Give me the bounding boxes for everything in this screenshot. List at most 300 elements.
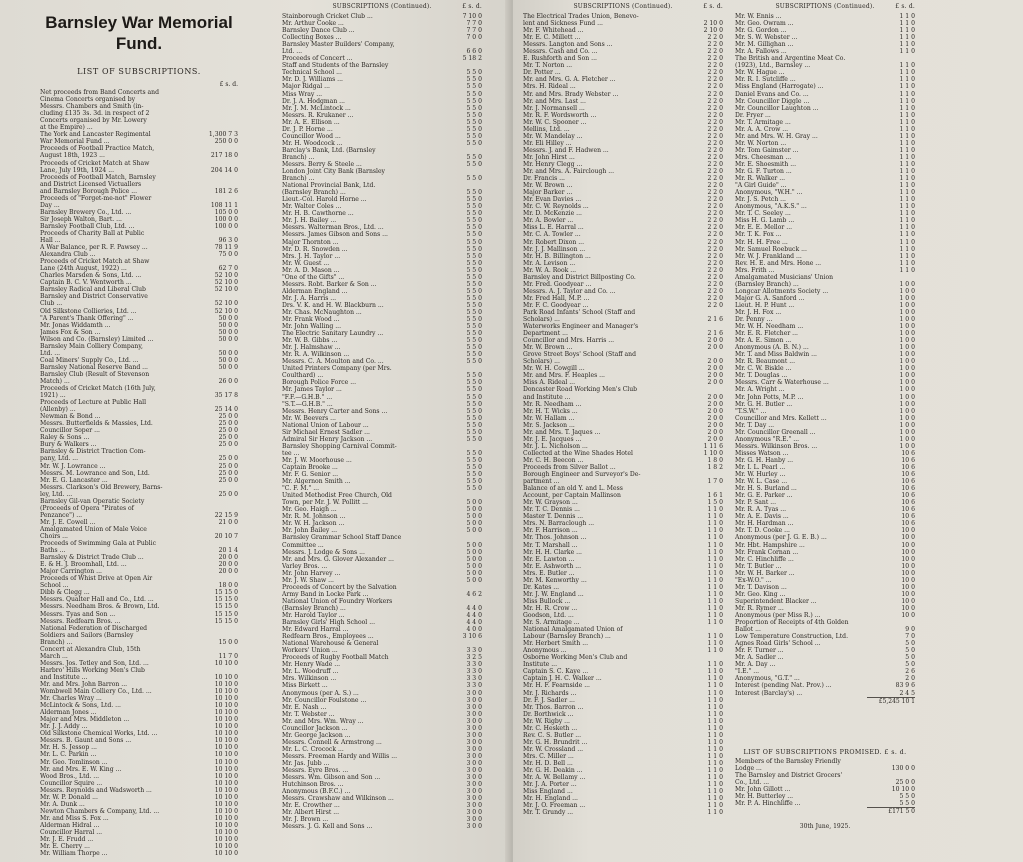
subscription-amount: 5 5 0 — [466, 421, 482, 429]
list-item — [282, 365, 482, 372]
subscription-amount: 2 1 6 — [707, 316, 723, 324]
subscriber-name: Mr. J. W. England ... — [523, 590, 584, 598]
subscriber-name: Mr. D. J. Williams ... — [282, 76, 343, 84]
subscriber-name: Messrs. Walterman Bros., Ltd. ... — [282, 224, 384, 232]
subscriber-name: Messrs. Langton and Sons ... — [523, 41, 613, 49]
subscription-amount: 5 5 0 — [466, 203, 482, 211]
list-item — [735, 408, 915, 415]
subscriber-name: Sir Michael Ernest Sadler ... — [282, 428, 370, 436]
list-item — [735, 83, 915, 90]
list-item — [40, 343, 238, 350]
subscriber-name: Mr. R. M. Johnson ... — [282, 513, 346, 521]
subscriber-name: Harbro' Hills Working Men's Club — [40, 666, 145, 674]
list-item — [735, 668, 915, 675]
subscription-amount: 4 0 0 — [466, 626, 482, 634]
subscription-amount — [208, 646, 238, 653]
subscriber-name: Messrs. Carr & Waterhouse ... — [735, 379, 829, 387]
list-item — [735, 281, 915, 288]
subscriber-name: Major and Mrs. Middleton ... — [40, 716, 130, 724]
list-item — [735, 112, 915, 119]
list-item — [40, 589, 238, 596]
subscription-amount — [452, 598, 482, 605]
list-item — [523, 485, 723, 492]
subscriber-name: Mr. and Mrs. G. A. Fletcher ... — [523, 76, 616, 84]
subscriber-name: The British and Argentine Meat Co. — [735, 55, 846, 63]
promised-total-row — [735, 808, 915, 815]
list-item — [40, 822, 238, 829]
subscription-amount: 5 5 0 — [466, 301, 482, 309]
list-item — [282, 337, 482, 344]
list-item — [282, 513, 482, 520]
subscriber-name: Redfearn Bros., Employees ... — [282, 633, 374, 641]
subscription-amount: 5 5 0 — [466, 379, 482, 387]
list-item — [40, 96, 238, 103]
list-item — [523, 711, 723, 718]
subscriber-name: Barnsley Football Club, Ltd. ... — [40, 222, 135, 230]
subscriber-name: Cinema Concerts organised by — [40, 96, 136, 104]
subscription-amount: 1 1 0 — [707, 569, 723, 577]
subscription-amount: 10 6 — [901, 485, 915, 493]
subscription-amount: 15 15 0 — [214, 610, 238, 618]
subscription-amount: 5 5 0 — [466, 337, 482, 345]
subscriber-name: Doncaster Road Working Men's Club — [523, 386, 638, 394]
subscription-amount: 1 1 0 — [707, 689, 723, 697]
list-item — [735, 231, 915, 238]
subscriber-name: Mr. H. H. Free ... — [735, 238, 788, 246]
subscriber-name: Dr. J. P. Horne ... — [282, 125, 333, 133]
subscriber-name: Mr. Geo. Tomlinson ... — [40, 758, 108, 766]
list-item — [40, 787, 238, 794]
subscription-amount: 2 0 0 — [707, 379, 723, 387]
list-item — [282, 781, 482, 788]
list-item — [523, 140, 723, 147]
subscriber-name: Mr. G. F. Turton ... — [735, 168, 792, 176]
subscriber-name: Mrs. Wilkinson ... — [282, 675, 337, 683]
list-item — [282, 563, 482, 570]
list-item — [735, 372, 915, 379]
list-item — [40, 110, 238, 117]
list-item — [735, 640, 915, 647]
subscription-amount: 1 0 0 — [899, 435, 915, 443]
list-item — [40, 611, 238, 618]
subscription-amount — [208, 526, 238, 533]
subscriber-name: Mr. H. F. Fearnside ... — [523, 682, 590, 690]
list-item — [40, 427, 238, 434]
list-item — [282, 330, 482, 337]
subscription-amount: 1 1 0 — [707, 576, 723, 584]
list-item — [282, 598, 482, 605]
list-item — [735, 154, 915, 161]
subscription-amount: 181 2 6 — [214, 187, 238, 195]
subscription-amount — [208, 448, 238, 455]
list-item — [282, 760, 482, 767]
subscriber-name: Mr. G. E. Parker ... — [735, 492, 793, 500]
subscriber-name: Barclay's Bank, Ltd. (Barnsley — [282, 146, 376, 154]
subscription-amount — [208, 498, 238, 505]
subscriber-name: Mr. F. Turner ... — [735, 647, 784, 655]
subscriber-name: partment ... — [523, 478, 560, 486]
list-item — [40, 540, 238, 547]
list-item — [523, 154, 723, 161]
list-item — [40, 773, 238, 780]
list-item — [523, 549, 723, 556]
subscriber-name: Messrs. Clarkson's Old Brewery, Barns- — [40, 483, 163, 491]
subscriber-name: Mr. E. Lawton ... — [523, 555, 575, 563]
subscriber-name: Varley Bros. ... — [282, 562, 328, 570]
subscriber-name: Major Barker ... — [523, 189, 573, 197]
subscription-amount: 3 2 5 — [466, 654, 482, 662]
list-item — [523, 182, 723, 189]
subscription-list-1 — [40, 89, 238, 857]
subscription-amount: 10 10 0 — [214, 673, 238, 681]
subscription-amount: 1 1 0 — [707, 604, 723, 612]
subscriber-name: Mr. H. Woodcock ... — [282, 139, 343, 147]
list-item — [282, 485, 482, 492]
list-item — [523, 690, 723, 697]
subscription-amount: 1,300 7 3 — [208, 131, 238, 139]
subscriber-name: Mr. Councillor Foulstone ... — [282, 696, 367, 704]
subscriber-name: 1921) ... — [40, 392, 66, 400]
subscription-amount: 5 5 0 — [466, 224, 482, 232]
subscription-amount: 2 0 0 — [707, 372, 723, 380]
subscription-amount: 1 0 0 — [899, 393, 915, 401]
subscriber-name: Dr. F. J. Sadler ... — [523, 696, 575, 704]
subscriber-name: Councillor Squire ... — [40, 779, 103, 787]
subscription-amount: 1 0 0 — [899, 442, 915, 450]
subscription-amount: 1 1 0 — [707, 724, 723, 732]
list-item — [282, 20, 482, 27]
subscription-amount: 1 1 0 — [707, 696, 723, 704]
subscription-amount: 3 0 0 — [466, 823, 482, 831]
list-item — [735, 682, 915, 689]
subscriber-name: Barnsley Dance Club ... — [282, 27, 355, 35]
subscriber-name: Mr. Charles Wray ... — [40, 695, 102, 703]
list-item — [735, 344, 915, 351]
subscription-amount: 10 10 0 — [214, 744, 238, 752]
subscriber-name: Anonymous "R.E." ... — [735, 435, 800, 443]
list-item — [523, 443, 723, 450]
subscription-amount: 50 0 0 — [218, 349, 238, 357]
subscriber-name: National Union of Labour ... — [282, 421, 369, 429]
subscription-amount: 5 5 0 — [466, 252, 482, 260]
subscriber-name: Councillor Harral ... — [40, 828, 103, 836]
subscriber-name: Miss H. G. Lamb ... — [735, 217, 795, 225]
list-item — [735, 126, 915, 133]
subscriber-name: Mr. G. H. Deakin ... — [523, 767, 583, 775]
subscription-amount: 1 1 0 — [707, 520, 723, 528]
list-item — [735, 246, 915, 253]
list-item — [282, 133, 482, 140]
subscriber-name: Proceeds of Concert ... — [282, 55, 353, 63]
list-item — [523, 62, 723, 69]
subscriber-name: Mrs. Cheesman ... — [735, 153, 792, 161]
subscriber-name: Major Carrington ... — [40, 568, 102, 576]
list-item — [523, 598, 723, 605]
list-item — [282, 690, 482, 697]
subscriber-name: Mr. P. Sant ... — [735, 499, 777, 507]
right-page — [513, 0, 1023, 862]
subscription-amount: 1 1 0 — [899, 111, 915, 119]
subscription-amount: 2 1 6 — [707, 330, 723, 338]
list-item — [40, 512, 238, 519]
list-item — [282, 246, 482, 253]
subscription-amount: 5 5 0 — [466, 449, 482, 457]
subscription-amount: 5 5 0 — [466, 210, 482, 218]
subscription-amount: 1 0 0 — [899, 344, 915, 352]
subscription-amount — [208, 575, 238, 582]
subscription-amount: 2 10 0 — [703, 20, 723, 28]
subscriber-name: Dr. Fryer ... — [735, 111, 771, 119]
subscription-amount: 5 5 0 — [466, 245, 482, 253]
subscriber-name: Old Silkstone Collieries, Ltd. ... — [40, 307, 137, 315]
subscription-amount: 1 1 0 — [707, 640, 723, 648]
list-item — [735, 267, 915, 274]
subscriber-name: Messrs. Tyas and Son ... — [40, 610, 116, 618]
list-item — [40, 371, 238, 378]
subscription-amount: 2 2 0 — [707, 203, 723, 211]
subscription-amount: 1 0 0 — [899, 421, 915, 429]
list-item — [282, 126, 482, 133]
subscription-amount — [693, 626, 723, 633]
subscriber-name: Mr. J. J. Mallinson ... — [523, 245, 586, 253]
subscriber-name: Wood Bros., Ltd. ... — [40, 772, 100, 780]
list-item — [523, 633, 723, 640]
list-item — [735, 274, 915, 281]
subscription-amount: 2 2 0 — [707, 55, 723, 63]
subscription-amount: 2 2 0 — [707, 196, 723, 204]
subscription-amount: 3 10 6 — [462, 633, 482, 641]
subscriber-name: Mr. F. Harrison ... — [523, 527, 578, 535]
subscriber-name: Mr. Samuel Roebuck ... — [735, 245, 807, 253]
subscriber-name: Collected at the Wine Shades Hotel — [523, 449, 633, 457]
list-item — [40, 195, 238, 202]
subscription-amount: 20 0 0 — [218, 554, 238, 562]
list-item — [282, 288, 482, 295]
list-item — [282, 534, 482, 541]
subscription-amount: 1 0 0 — [899, 337, 915, 345]
subscription-amount: 1 1 0 — [707, 668, 723, 676]
subscription-amount: 1 1 0 — [899, 27, 915, 35]
list-item — [523, 337, 723, 344]
list-item — [735, 62, 915, 69]
column-2-header — [282, 0, 482, 13]
list-item — [282, 619, 482, 626]
subscription-amount: 2 2 0 — [707, 153, 723, 161]
list-item — [523, 626, 723, 633]
lsd-header-2: £ s. d. — [462, 3, 482, 10]
subscriber-name: Messrs. Eyre Bros. ... — [282, 767, 349, 775]
list-item — [40, 843, 238, 850]
subscription-amount: 5 0 0 — [466, 513, 482, 521]
subscription-amount: 3 3 0 — [466, 682, 482, 690]
subscriber-name: Mr. W. H. Needham ... — [735, 323, 804, 331]
subscriber-name: "S.T.—G.H.B." ... — [282, 400, 333, 408]
subscriber-name: Mr. W. P. Donald ... — [40, 793, 98, 801]
subscription-amount: 10 0 — [901, 527, 915, 535]
subscriber-name: Mr. W. Rigby ... — [523, 717, 570, 725]
list-item — [282, 549, 482, 556]
list-item — [523, 661, 723, 668]
subscription-amount: 11 7 0 — [218, 652, 238, 660]
subscriber-name: (Barnsley Branch) ... — [282, 189, 346, 197]
list-item — [523, 760, 723, 767]
subscription-amount: 3 0 0 — [466, 696, 482, 704]
list-item — [40, 336, 238, 343]
subscriber-name: Mr. John Potts, M.P. ... — [735, 393, 804, 401]
subscriber-name: Mr. W. Hague ... — [735, 69, 785, 77]
subscription-amount: 10 10 0 — [214, 765, 238, 773]
subscriber-name: Mr. S. Jackson ... — [523, 421, 575, 429]
subscriber-name: Mr. Councillor Diggle ... — [735, 97, 810, 105]
subscriber-name: Barnsley National Reserve Band ... — [40, 363, 148, 371]
subscription-amount: 105 0 0 — [214, 208, 238, 216]
subscriber-name: (1923), Ltd., Barnsley ... — [735, 62, 811, 70]
list-item — [282, 436, 482, 443]
list-item — [282, 795, 482, 802]
subscription-amount: 5 5 0 — [466, 175, 482, 183]
subscriber-name: Mr. T. and Miss Baldwin ... — [735, 351, 817, 359]
subscription-amount: 2 2 0 — [707, 273, 723, 281]
subscriber-name: Anonymous, "G.T." ... — [735, 675, 800, 683]
list-item — [523, 260, 723, 267]
list-item — [40, 209, 238, 216]
subscription-amount: 7 7 0 — [466, 27, 482, 35]
subscriber-name: Mr. W. L. Case ... — [735, 478, 788, 486]
list-item — [735, 556, 915, 563]
list-item — [282, 605, 482, 612]
subscriber-name: Mr. and Mrs. T. Jaques ... — [523, 428, 601, 436]
subscriber-name: Mr. M. Gillighan ... — [735, 41, 794, 49]
subscriber-name: Mr. and Mrs. G. Glover Alexander ... — [282, 555, 394, 563]
subscription-amount: 5 0 — [905, 647, 915, 655]
subscription-amount: 15 0 0 — [218, 638, 238, 646]
subscription-amount: 1 0 0 — [899, 316, 915, 324]
subscription-amount: 5 5 0 — [466, 280, 482, 288]
list-item — [40, 737, 238, 744]
subscriber-name: Mr. E. C. Millett ... — [523, 34, 581, 42]
subscriber-name: Mr. and Mrs. A. Fairclough ... — [523, 168, 615, 176]
subscription-amount: 3 0 0 — [466, 802, 482, 810]
subscriber-name: Mrs. J. H. Taylor ... — [282, 252, 341, 260]
subscription-amount: 3 0 0 — [466, 724, 482, 732]
subscriber-name: Mr. Henry Clegg ... — [523, 160, 583, 168]
subscriber-name: Barnsley Master Builders' Company, — [282, 41, 395, 49]
subscription-amount: 5 0 0 — [466, 576, 482, 584]
subscription-amount: 5 5 0 — [466, 160, 482, 168]
list-item — [40, 688, 238, 695]
column-1 — [40, 0, 238, 857]
subscriber-name: Mr. John Harvey ... — [282, 569, 341, 577]
list-item — [40, 646, 238, 653]
subscription-amount: 20 0 0 — [218, 561, 238, 569]
subscription-amount: 5 5 0 — [466, 139, 482, 147]
list-item — [40, 167, 238, 174]
list-item — [735, 563, 915, 570]
subscriber-name: Rev. C. S. Butler ... — [523, 731, 582, 739]
list-item — [40, 244, 238, 251]
list-item — [282, 154, 482, 161]
list-item — [282, 161, 482, 168]
subscriber-name: Mr. and Mrs. F. Heaples ... — [523, 372, 605, 380]
list-item — [523, 274, 723, 281]
list-item — [523, 330, 723, 337]
list-item — [282, 91, 482, 98]
subscriber-name: Mr. T. Davison ... — [735, 583, 787, 591]
subscription-amount: 3 3 0 — [466, 647, 482, 655]
list-item — [523, 781, 723, 788]
subscriber-name: Mr. E. Shoesmith ... — [735, 160, 797, 168]
list-item — [523, 584, 723, 591]
subscriber-name: Major Thornton ... — [282, 238, 339, 246]
list-item — [40, 554, 238, 561]
subscriber-name: Proceeds of Charity Ball at Public — [40, 229, 145, 237]
list-item — [735, 13, 915, 20]
subscriber-name: Barnsley & District Trade Club ... — [40, 554, 144, 562]
list-item — [40, 674, 238, 681]
subscriber-name: Goodson, Ltd. ... — [523, 611, 574, 619]
subscription-amount: 1 1 0 — [899, 34, 915, 42]
list-item — [735, 41, 915, 48]
list-item — [40, 547, 238, 554]
list-item — [40, 300, 238, 307]
subscriber-name: Barnsley Grammar School Staff Dance — [282, 534, 402, 542]
list-item — [523, 175, 723, 182]
subscription-amount — [208, 89, 238, 96]
subscription-amount: 2 2 0 — [707, 111, 723, 119]
subscription-amount: 5 5 0 — [466, 330, 482, 338]
list-item — [40, 174, 238, 181]
list-item — [40, 808, 238, 815]
subscriber-name: Mr. G. Gordon ... — [735, 27, 787, 35]
subscription-amount: 1 1 0 — [707, 555, 723, 563]
subscription-amount: 1 1 0 — [899, 266, 915, 274]
subscriber-name: Mr. E. Cherry ... — [40, 843, 90, 851]
list-item — [523, 527, 723, 534]
subscription-amount: 52 10 0 — [214, 279, 238, 287]
list-item — [282, 196, 482, 203]
list-item — [40, 399, 238, 406]
subscription-amount: 96 3 0 — [218, 237, 238, 245]
list-item — [282, 478, 482, 485]
subscription-amount: 1 1 0 — [899, 210, 915, 218]
subscriber-name: Staff and Students of the Barnsley — [282, 62, 389, 70]
subscription-amount: 5 5 0 — [466, 266, 482, 274]
list-item — [282, 697, 482, 704]
subscription-amount: 50 0 0 — [218, 335, 238, 343]
list-item — [282, 774, 482, 781]
subscriber-name: Mr. William Thorpe ... — [40, 850, 108, 858]
subscriber-name: Mr. W. A. Rook ... — [523, 266, 577, 274]
subscriber-name: Branch) ... — [282, 175, 315, 183]
list-item — [40, 730, 238, 737]
subscriber-name: Proceeds from Silver Ballot ... — [523, 464, 616, 471]
list-item — [282, 675, 482, 682]
list-item — [523, 20, 723, 27]
list-item — [40, 329, 238, 336]
subscriber-name: Mr. H. Butterley ... — [735, 792, 794, 800]
list-item — [282, 443, 482, 450]
list-item — [40, 632, 238, 639]
subscription-amount — [208, 96, 238, 103]
subscription-amount: 1 1 0 — [899, 69, 915, 77]
subscription-amount: 3 0 0 — [466, 717, 482, 725]
list-item — [735, 309, 915, 316]
subscription-amount: 3 0 0 — [466, 703, 482, 711]
subscriber-name: Mr. E. Nash ... — [282, 703, 327, 711]
subscriber-name: Low Temperature Construction, Ltd. — [735, 633, 849, 641]
list-item — [735, 542, 915, 549]
subscription-amount: 6 6 0 — [466, 48, 482, 56]
